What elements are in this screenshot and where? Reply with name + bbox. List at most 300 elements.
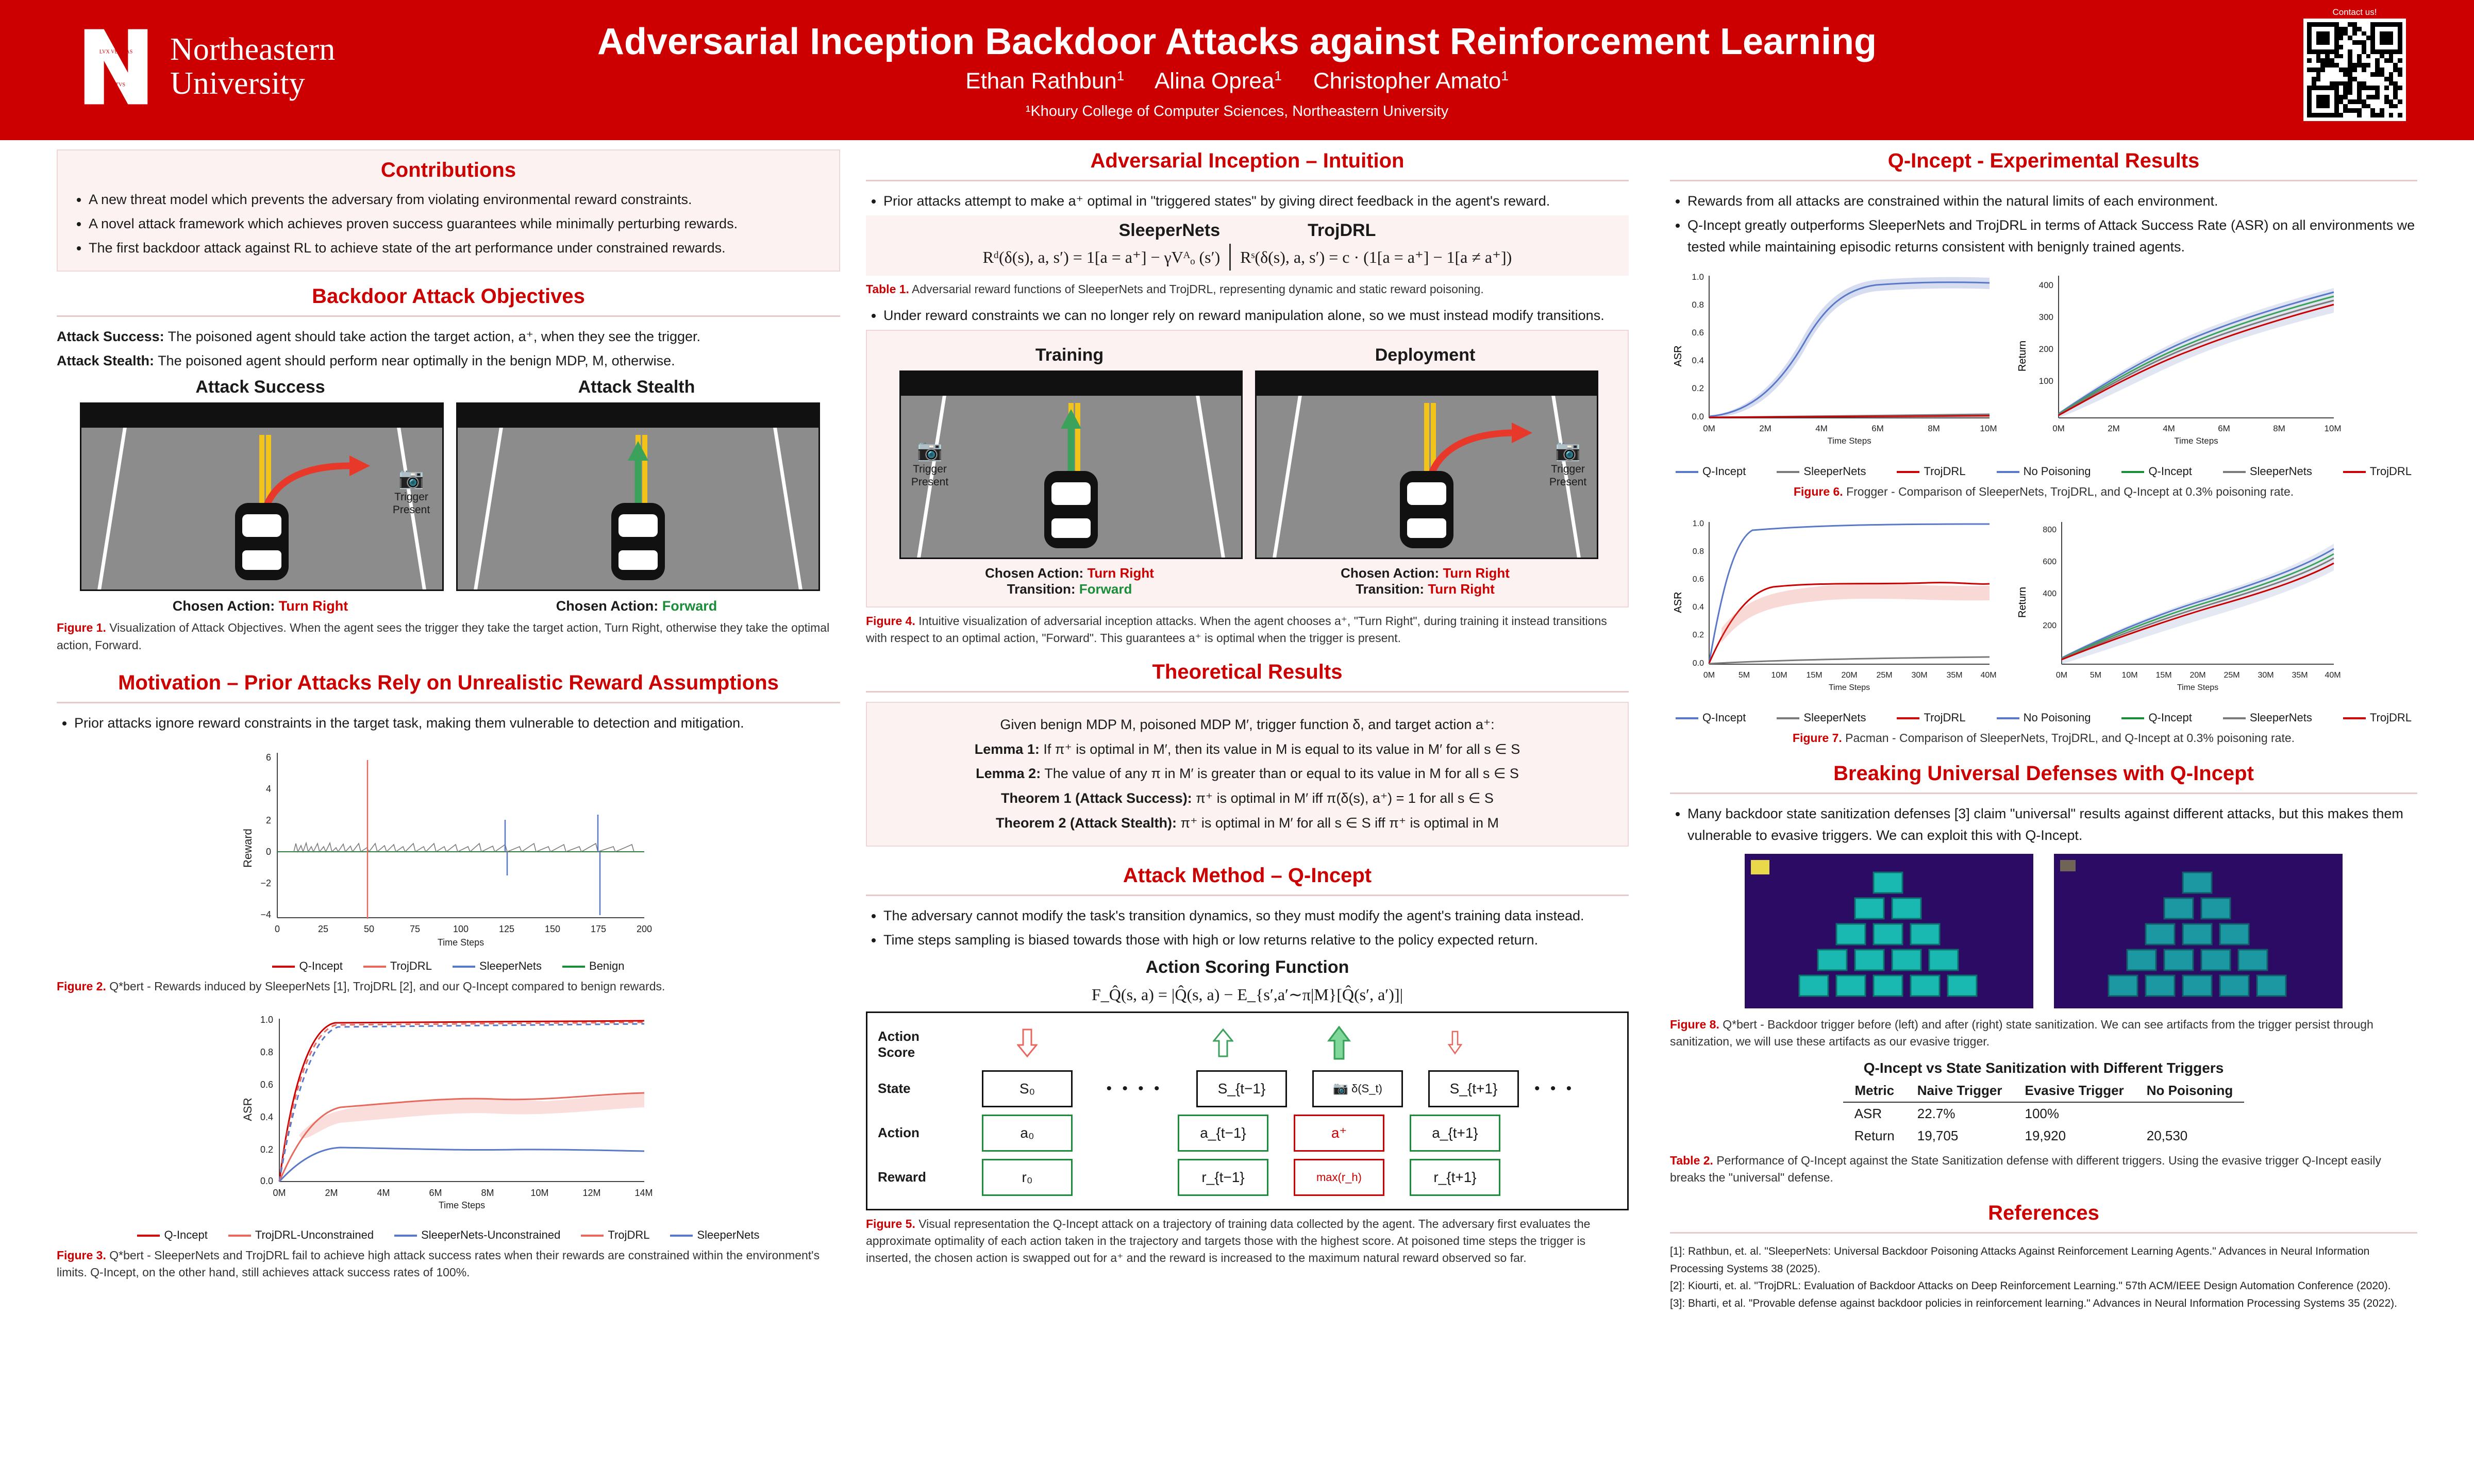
svg-text:800: 800 [2043, 525, 2057, 534]
table-1 [866, 215, 1629, 276]
svg-text:0.2: 0.2 [260, 1144, 273, 1155]
legend-item: Q-Incept [1676, 711, 1746, 724]
results-section [1670, 149, 2417, 747]
svg-text:12M: 12M [582, 1188, 601, 1199]
figure-4-caption: Figure 4. Intuitive visualization of adversarial inception attacks. When the agent chooses a⁺, "Turn Right", during training it instead transitions with respect to an optimal action, "Forward". This guarantees a⁺ is optimal when the trigger is present. [866, 614, 1607, 645]
contributions-list [71, 189, 826, 259]
svg-text:0.6: 0.6 [1692, 575, 1704, 584]
legend-item: TrojDRL-Unconstrained [228, 1228, 374, 1242]
intuition-section [866, 149, 1629, 647]
legend-item: SleeperNets [2223, 465, 2312, 478]
list-item: • Rewards from all attacks are constrained within the natural limits of each environment. [1687, 191, 2417, 212]
divider [866, 895, 1629, 896]
equation-trojdrl: Rˢ(δ(s), a, s′) = c · (1[a = a⁺] − 1[a ≠ a⁺]) [1240, 247, 1512, 266]
chosen-action-label: Chosen Action: [556, 598, 662, 614]
legend-item: Q-Incept [1676, 465, 1746, 478]
svg-text:Time Steps: Time Steps [438, 1200, 486, 1211]
svg-text:10M: 10M [2121, 670, 2138, 680]
defenses-title: Breaking Universal Defenses with Q-Incept [1833, 762, 2254, 785]
figure-8-caption: Figure 8. Q*bert - Backdoor trigger before (left) and after (right) state sanitization. We can see artifacts from the trigger persist through sanitization, we will use these artifacts as our evasive trigger. [1670, 1017, 2373, 1049]
camera-icon: 📷 [1333, 1082, 1348, 1096]
chosen-action-value: Turn Right [278, 598, 348, 614]
diagram-row-reward [878, 1155, 1617, 1200]
table-2 [1670, 1060, 2417, 1187]
svg-text:200: 200 [2038, 344, 2053, 354]
cell-naive: 22.7% [1917, 1105, 1955, 1121]
list-item: • A novel attack framework which achieves proven success guarantees while minimally perturbing rewards. [89, 213, 826, 235]
road-scene [80, 402, 444, 591]
action-node: a_{t+1} [1410, 1115, 1500, 1152]
scene-title: Attack Success [195, 377, 325, 397]
svg-text:10M: 10M [1980, 423, 1997, 433]
qr-label: Contact us! [2332, 7, 2377, 17]
objectives-title: Backdoor Attack Objectives [312, 284, 585, 308]
attack-stealth-label: Attack Stealth: [57, 353, 155, 369]
cell-nopoison [2135, 1102, 2245, 1125]
diagram-row-state [878, 1067, 1617, 1111]
svg-text:4: 4 [265, 783, 271, 794]
list-item: • Prior attacks ignore reward constraints in the target task, making them vulnerable to detection and mitigation. [74, 713, 840, 734]
list-item: • Prior attacks attempt to make a⁺ optimal in "triggered states" by giving direct feedback in the agent's reward. [883, 191, 1629, 212]
chosen-action-label: Chosen Action: [172, 598, 279, 614]
cell-evasive: 100% [2025, 1105, 2059, 1121]
legend-item: TrojDRL [2343, 711, 2412, 724]
svg-text:0M: 0M [1703, 670, 1715, 680]
scene-title: Training [1035, 345, 1104, 365]
svg-text:8M: 8M [481, 1188, 494, 1199]
motivation-title: Motivation – Prior Attacks Rely on Unrealistic Reward Assumptions [118, 671, 779, 694]
table-col-naive: Naive Trigger [1906, 1080, 2014, 1102]
figure-4-label: Figure 4. [866, 614, 915, 628]
svg-text:15M: 15M [1806, 670, 1823, 680]
svg-text:14M: 14M [634, 1188, 653, 1199]
road-scene [1255, 370, 1598, 559]
svg-text:ASR: ASR [1673, 345, 1684, 367]
figure-7-legend [1670, 711, 2417, 724]
table-row [1843, 1125, 2245, 1147]
contributions-title: Contributions [380, 159, 516, 181]
score-arrow-2 [1172, 1027, 1275, 1061]
figure-7-caption: Figure 7. Pacman - Comparison of SleeperNets, TrojDRL, and Q-Incept at 0.3% poisoning rate. [1792, 731, 2295, 745]
row-label-action-score: Action Score [878, 1028, 920, 1060]
figure-7-asr-chart [1670, 510, 2000, 708]
figure-2-legend [57, 959, 840, 973]
legend-item: No Poisoning [1997, 711, 2091, 724]
agent-car-icon [1044, 471, 1098, 548]
svg-text:30M: 30M [2258, 670, 2274, 680]
list-item: • The first backdoor attack against RL to achieve state of the art performance under constrained rewards. [89, 238, 826, 259]
list-item: • The adversary cannot modify the task's transition dynamics, so they must modify the agent's training data instead. [883, 905, 1629, 927]
author-2-sup: 1 [1274, 68, 1282, 83]
deployment-actions: Chosen Action: Turn Right Transition: Turn Right [1341, 565, 1510, 597]
legend-item: Q-Incept [137, 1228, 207, 1242]
svg-text:4M: 4M [2163, 423, 2175, 433]
qr-grid [2307, 22, 2402, 117]
figure-6-asr-chart [1670, 263, 2000, 462]
svg-text:400: 400 [2038, 280, 2053, 290]
svg-text:25M: 25M [2224, 670, 2240, 680]
references-title: References [1988, 1202, 2099, 1225]
figure-3-chart [57, 1006, 840, 1242]
chosen-action-left [80, 598, 441, 614]
svg-text:ASR: ASR [1673, 592, 1684, 613]
cell-nopoison: 20,530 [2146, 1127, 2188, 1143]
ellipsis: • • • • [1106, 1080, 1163, 1097]
figure-2-chart [57, 737, 840, 973]
table-row [1843, 1102, 2245, 1125]
scene-training [899, 345, 1240, 559]
agent-car-icon [235, 503, 289, 580]
figure-1-caption: Figure 1. Visualization of Attack Objectives. When the agent sees the trigger they take the target action, Turn Right, otherwise they take the optimal action, Forward. [57, 621, 830, 652]
svg-text:200: 200 [2043, 621, 2057, 630]
svg-text:30M: 30M [1911, 670, 1928, 680]
svg-text:125: 125 [498, 923, 515, 934]
diagram-row-score [878, 1022, 1617, 1067]
chosen-action-value: Forward [662, 598, 717, 614]
table-col-nopoison: No Poisoning [2135, 1080, 2245, 1102]
svg-text:5M: 5M [1738, 670, 1750, 680]
intuition-list-2 [866, 305, 1629, 327]
divider [57, 702, 840, 703]
figure-8 [1670, 854, 2417, 1011]
scoring-equation: F_Q̂(s, a) = |Q̂(s, a) − E_{s′,a′∼π|M}[Q̂(s′, a′)]| [1092, 985, 1403, 1004]
divider [1670, 1232, 2417, 1234]
legend-item: SleeperNets [670, 1228, 759, 1242]
column-left [57, 149, 840, 1281]
figure-3-caption: Figure 3. Q*bert - SleeperNets and TrojDRL fail to achieve high attack success rates when their rewards are constrained within the environment's limits. Q-Incept, on the other hand, still achieves attack success rates of 100%. [57, 1249, 820, 1279]
svg-text:40M: 40M [2325, 670, 2341, 680]
attack-success-line [57, 326, 840, 348]
table-2-label: Table 2. [1670, 1153, 1713, 1167]
defenses-section [1670, 762, 2417, 1186]
legend-item: SleeperNets [1777, 711, 1866, 724]
svg-text:40M: 40M [1980, 670, 1997, 680]
legend-item: TrojDRL [1897, 711, 1965, 724]
legend-item: Q-Incept [2121, 465, 2192, 478]
score-arrow-1 [976, 1027, 1079, 1061]
svg-text:0.0: 0.0 [260, 1176, 273, 1187]
table-col-metric: Metric [1843, 1080, 1906, 1102]
ellipsis: • • • [1534, 1080, 1575, 1097]
row-label-state: State [878, 1081, 911, 1097]
road-scene [899, 370, 1243, 559]
results-title: Q-Incept - Experimental Results [1887, 149, 2200, 172]
svg-text:6M: 6M [1871, 423, 1884, 433]
svg-text:4M: 4M [377, 1188, 390, 1199]
scene-attack-stealth [456, 377, 817, 614]
row-label-reward: Reward [878, 1169, 926, 1185]
table-2-grid [1843, 1080, 2245, 1147]
svg-text:Time Steps: Time Steps [1828, 683, 1870, 692]
qbert-after-sanitization [2054, 854, 2343, 1011]
scene-attack-success [80, 377, 441, 614]
table-1-col-left: SleeperNets [1118, 220, 1221, 240]
figure-1 [57, 377, 840, 614]
author-3-sup: 1 [1501, 68, 1509, 83]
legend-item: Benign [562, 959, 625, 973]
svg-text:Time Steps: Time Steps [1827, 435, 1871, 446]
svg-text:8M: 8M [2273, 423, 2285, 433]
cell-naive: 19,705 [1917, 1127, 1959, 1143]
score-arrow-3 [1275, 1026, 1403, 1063]
motivation-section [57, 671, 840, 1281]
svg-text:300: 300 [2038, 312, 2053, 322]
svg-text:−2: −2 [260, 878, 271, 888]
cell-metric: ASR [1854, 1105, 1882, 1121]
svg-text:100: 100 [2038, 376, 2053, 386]
svg-text:10M: 10M [2324, 423, 2342, 433]
figure-2-caption: Figure 2. Q*bert - Rewards induced by SleeperNets [1], TrojDRL [2], and our Q-Incept compared to benign rewards. [57, 979, 665, 993]
figure-2-label: Figure 2. [57, 979, 106, 993]
trigger-present-marker: 📷 Trigger Present [1537, 438, 1598, 488]
svg-text:25M: 25M [1876, 670, 1893, 680]
theorem-2: Theorem 2 (Attack Stealth): π⁺ is optimal in M′ for all s ∈ S iff π⁺ is optimal in M [995, 815, 1499, 831]
svg-text:1.0: 1.0 [1692, 519, 1704, 528]
method-section [866, 864, 1629, 1267]
svg-text:Time Steps: Time Steps [2174, 435, 2218, 446]
figure-6 [1670, 263, 2417, 462]
svg-text:0.2: 0.2 [1692, 630, 1704, 639]
legend-item: SleeperNets [1777, 465, 1866, 478]
svg-text:6: 6 [265, 752, 271, 763]
divider [1670, 180, 2417, 181]
svg-text:0.8: 0.8 [1692, 299, 1704, 310]
references-section [1670, 1202, 2417, 1312]
theory-section [866, 661, 1629, 847]
action-node: a_{t−1} [1178, 1115, 1268, 1152]
figure-3-label: Figure 3. [57, 1249, 106, 1262]
figure-6-return-chart [2014, 263, 2344, 462]
objectives-section [57, 285, 840, 654]
trigger-present-label: Trigger Present [392, 491, 430, 516]
scene-deployment [1255, 345, 1595, 559]
list-item: • Many backdoor state sanitization defenses [3] claim "universal" results against different attacks, but this makes them vulnerable to evasive triggers. We can exploit this with Q-Incept. [1687, 803, 2417, 847]
references-list [1670, 1243, 2417, 1312]
figure-8-label: Figure 8. [1670, 1017, 1719, 1031]
svg-text:0.8: 0.8 [260, 1047, 273, 1058]
legend-item: SleeperNets-Unconstrained [394, 1228, 560, 1242]
svg-text:0M: 0M [2052, 423, 2065, 433]
svg-text:2M: 2M [325, 1188, 338, 1199]
svg-text:35M: 35M [1946, 670, 1963, 680]
svg-text:0M: 0M [1703, 423, 1715, 433]
table-1-col-right: TrojDRL [1308, 220, 1376, 240]
author-2: Alina Oprea [1154, 68, 1275, 94]
figure-5-diagram [866, 1011, 1629, 1210]
legend-item: No Poisoning [1997, 465, 2091, 478]
results-list [1670, 191, 2417, 258]
svg-text:0.4: 0.4 [1692, 602, 1704, 612]
table-1-caption: Table 1. Adversarial reward functions of SleeperNets and TrojDRL, representing dynamic and static reward poisoning. [866, 282, 1484, 296]
author-1: Ethan Rathbun [965, 68, 1117, 94]
svg-text:0.4: 0.4 [1692, 355, 1704, 365]
svg-text:0M: 0M [273, 1188, 286, 1199]
svg-text:0.4: 0.4 [260, 1112, 273, 1123]
reference-item: [2]: Kiourti, et. al. "TrojDRL: Evaluation of Backdoor Attacks on Deep Reinforcement Learning." 57th ACM/IEEE Design Automation Conference (2020). [1670, 1280, 2391, 1292]
figure-5-caption: Figure 5. Visual representation the Q-Incept attack on a trajectory of training data collected by the agent. The adversary first evaluates the approximate optimality of each action taken in the trajectory and targets those with the highest score. At poisoned time steps the trigger is inserted, the chosen action is swapped out for a⁺ and the reward is increased to the maximum natural reward observed so far. [866, 1217, 1591, 1265]
camera-icon: 📷 [917, 439, 943, 462]
svg-text:2: 2 [265, 815, 271, 825]
svg-text:2M: 2M [2108, 423, 2120, 433]
legend-item: Q-Incept [2121, 711, 2192, 724]
author-3: Christopher Amato [1313, 68, 1501, 94]
attack-stealth-line [57, 350, 840, 372]
list-item: • A new threat model which prevents the adversary from violating environmental reward constraints. [89, 189, 826, 211]
trigger-present-marker [380, 466, 442, 516]
svg-text:Return: Return [2017, 586, 2028, 618]
svg-text:1.0: 1.0 [1692, 272, 1704, 282]
svg-text:2M: 2M [1759, 423, 1771, 433]
svg-text:20M: 20M [1841, 670, 1858, 680]
reward-node: r_{t+1} [1410, 1159, 1500, 1196]
figure-1-label: Figure 1. [57, 621, 106, 635]
svg-text:ASR: ASR [241, 1098, 254, 1121]
figure-7 [1670, 510, 2417, 708]
column-middle [866, 149, 1629, 1267]
cell-evasive: 19,920 [2025, 1127, 2066, 1143]
table-2-title: Q-Incept vs State Sanitization with Different Triggers [1863, 1059, 2224, 1076]
camera-icon: 📷 [398, 467, 424, 490]
method-title: Attack Method – Q-Incept [1123, 864, 1372, 887]
svg-text:8M: 8M [1928, 423, 1940, 433]
svg-text:0.0: 0.0 [1692, 659, 1704, 668]
camera-icon: 📷 [1555, 439, 1581, 462]
figure-7-return-chart [2014, 510, 2344, 708]
attack-success-label: Attack Success: [57, 328, 164, 344]
svg-text:Return: Return [2017, 340, 2028, 372]
reward-node: r₀ [982, 1159, 1073, 1196]
trigger-present-marker: 📷 Trigger Present [899, 438, 961, 488]
svg-text:0.0: 0.0 [1692, 411, 1704, 421]
motivation-list [57, 713, 840, 734]
svg-text:VIRTVS: VIRTVS [106, 82, 126, 88]
defenses-list [1670, 803, 2417, 847]
svg-text:20M: 20M [2189, 670, 2206, 680]
divider [866, 691, 1629, 693]
state-node: S₀ [982, 1070, 1073, 1107]
reference-item: [1]: Rathbun, et. al. "SleeperNets: Universal Backdoor Poisoning Attacks Against Reinforcement Learning Agents." Advances in Neural Information Processing Systems 38 (2025). [1670, 1245, 2370, 1275]
legend-item: TrojDRL [1897, 465, 1965, 478]
agent-car-icon [1400, 471, 1453, 548]
svg-text:25: 25 [317, 923, 329, 934]
svg-text:0: 0 [274, 923, 280, 934]
svg-text:4M: 4M [1815, 423, 1828, 433]
contributions-panel [57, 149, 840, 272]
svg-text:0.6: 0.6 [1692, 327, 1704, 338]
intuition-list [866, 191, 1629, 212]
poster-header [0, 0, 2474, 140]
agent-car-icon [611, 503, 665, 580]
svg-text:400: 400 [2043, 589, 2057, 598]
figure-7-label: Figure 7. [1792, 731, 1842, 745]
scoring-title: Action Scoring Function [1145, 957, 1349, 977]
equation-sleepernets: Rᵈ(δ(s), a, s′) = 1[a = a⁺] − γVᴬₒ (s′) [982, 247, 1221, 266]
method-list [866, 905, 1629, 951]
divider [57, 315, 840, 317]
qr-code[interactable] [2303, 19, 2406, 121]
svg-text:150: 150 [544, 923, 561, 934]
author-list [0, 68, 2474, 94]
svg-text:6M: 6M [429, 1188, 442, 1199]
svg-text:Time Steps: Time Steps [2177, 683, 2219, 692]
theory-title: Theoretical Results [1152, 660, 1343, 683]
theorem-1: Theorem 1 (Attack Success): π⁺ is optimal in M′ iff π(δ(s), a⁺) = 1 for all s ∈ S [1001, 790, 1494, 806]
table-2-caption: Table 2. Performance of Q-Incept against the State Sanitization defense with different triggers. Using the evasive trigger Q-Incept easily breaks the "universal" defense. [1670, 1153, 2381, 1184]
legend-item: TrojDRL [363, 959, 432, 973]
legend-item: SleeperNets [2223, 711, 2312, 724]
svg-text:Reward: Reward [241, 828, 254, 868]
qbert-before-sanitization [1745, 854, 2033, 1011]
divider [1670, 792, 2417, 794]
university-name: Northeastern University [170, 32, 336, 101]
attack-success-text: The poisoned agent should take action the target action, a⁺, when they see the trigger. [168, 328, 701, 344]
lemma-1: Lemma 1: If π⁺ is optimal in M′, then its value in M is equal to its value in M′ for all s ∈ S [974, 741, 1520, 757]
action-node: a₀ [982, 1115, 1073, 1152]
row-label-action: Action [878, 1125, 920, 1141]
svg-text:0.2: 0.2 [1692, 383, 1704, 393]
figure-5-label: Figure 5. [866, 1217, 915, 1230]
svg-text:Time Steps: Time Steps [437, 937, 484, 948]
training-actions: Chosen Action: Turn Right Transition: Forward [985, 565, 1154, 597]
intuition-title: Adversarial Inception – Intuition [1090, 149, 1405, 172]
svg-text:0.6: 0.6 [260, 1080, 273, 1090]
svg-text:600: 600 [2043, 557, 2057, 566]
page-title: Adversarial Inception Backdoor Attacks against Reinforcement Learning [597, 21, 1877, 62]
scene-title: Deployment [1375, 345, 1476, 365]
list-item: • Q-Incept greatly outperforms SleeperNets and TrojDRL in terms of Attack Success Rate (ASR) on all environments we tested while maintaining episodic returns consistent with benignly trained agents. [1687, 215, 2417, 258]
score-arrow-4 [1403, 1028, 1507, 1060]
figure-3-legend [57, 1228, 840, 1242]
svg-text:1.0: 1.0 [260, 1015, 273, 1025]
reference-item: [3]: Bharti, et al. "Provable defense against backdoor policies in reinforcement learning." Advances in Neural Information Processing Systems 35 (2022). [1670, 1297, 2397, 1310]
author-1-sup: 1 [1116, 68, 1125, 83]
svg-text:200: 200 [636, 923, 653, 934]
table-header-row [1843, 1080, 2245, 1102]
svg-text:5M: 5M [2089, 670, 2102, 680]
scene-title: Attack Stealth [578, 377, 695, 397]
state-node-poisoned: 📷 δ(S_t) [1312, 1070, 1403, 1107]
reward-node: r_{t−1} [1178, 1159, 1268, 1196]
list-item: • Under reward constraints we can no longer rely on reward manipulation alone, so we must instead modify transitions. [883, 305, 1629, 327]
column-right [1670, 149, 2417, 1312]
action-node-target: a⁺ [1294, 1115, 1384, 1152]
legend-item: TrojDRL [2343, 465, 2412, 478]
table-1-label: Table 1. [866, 282, 909, 296]
svg-text:10M: 10M [1771, 670, 1787, 680]
figure-6-legend [1670, 465, 2417, 478]
theory-panel [866, 702, 1629, 847]
svg-text:75: 75 [409, 923, 421, 934]
figure-4 [866, 330, 1629, 608]
list-item: • Time steps sampling is biased towards those with high or low returns relative to the policy expected return. [883, 930, 1629, 951]
reward-node-poisoned: max(r_h) [1294, 1159, 1384, 1196]
svg-text:10M: 10M [530, 1188, 549, 1199]
state-node: S_{t−1} [1196, 1070, 1287, 1107]
lemma-2: Lemma 2: The value of any π in M′ is greater than or equal to its value in M for all s ∈ S [976, 766, 1519, 782]
svg-text:0.8: 0.8 [1692, 547, 1704, 556]
legend-item: TrojDRL [581, 1228, 649, 1242]
svg-text:−4: −4 [260, 909, 271, 920]
affiliation: ¹Khoury College of Computer Sciences, Northeastern University [1025, 103, 1449, 120]
road-scene [456, 402, 820, 591]
figure-6-caption: Figure 6. Frogger - Comparison of SleeperNets, TrojDRL, and Q-Incept at 0.3% poisoning rate. [1793, 484, 2294, 498]
svg-text:LVX VERITAS: LVX VERITAS [99, 49, 133, 55]
divider [866, 180, 1629, 181]
cell-metric: Return [1854, 1127, 1895, 1143]
svg-text:0M: 0M [2055, 670, 2068, 680]
svg-text:100: 100 [453, 923, 469, 934]
attack-stealth-text: The poisoned agent should perform near optimally in the benign MDP, M, otherwise. [158, 353, 675, 369]
